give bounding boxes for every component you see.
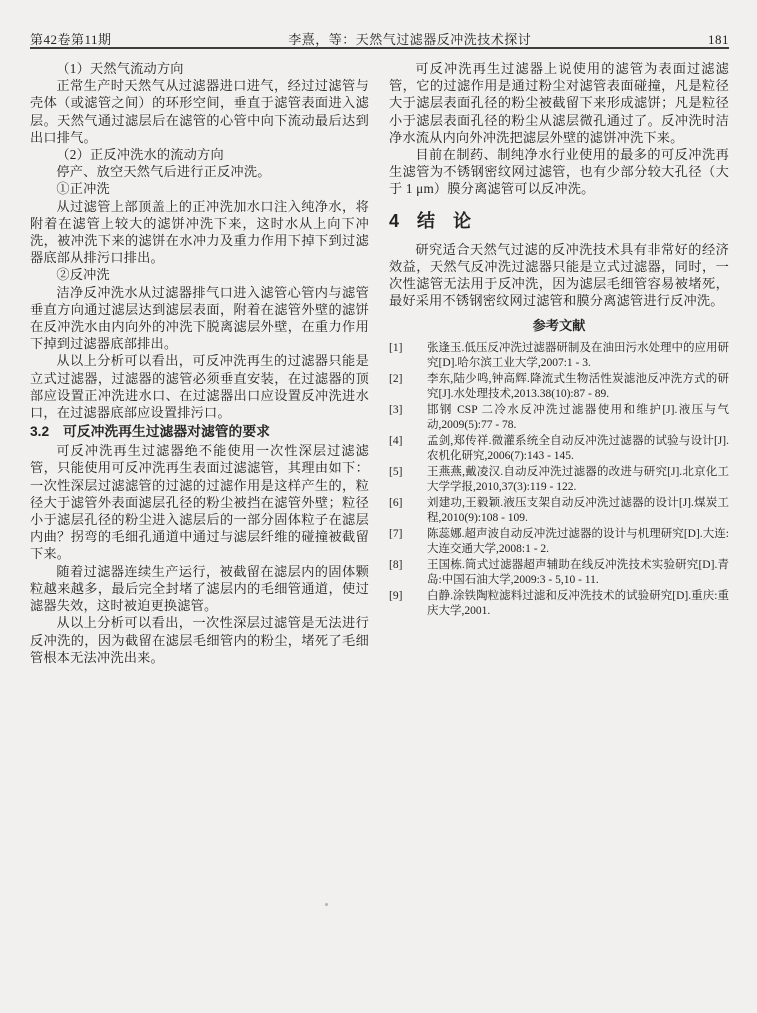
body-paragraph: （1）天然气流动方向 xyxy=(56,61,184,76)
page-header xyxy=(30,29,729,48)
body-paragraph: ②反冲洗 xyxy=(56,267,110,283)
subsection-heading: 3.2 可反冲洗再生过滤器对滤管的要求 xyxy=(30,424,270,440)
body-paragraph: 可反冲洗再生过滤器上说使用的滤管为表面过滤滤管，它的过滤作用是通过粉尘对滤管表面碰撞，凡是粒径大于滤层表面孔径的粉尘被截留下来形成滤饼；凡是粒径小于滤层表面孔径的粉尘从滤层微孔通过了。反冲洗时洁净水流从内向外冲洗把滤层外壁的滤饼冲洗下来。 xyxy=(389,61,729,145)
page-number: 181 xyxy=(708,32,729,47)
reference-text: 李东,陆少鸣,钟高辉.降流式生物活性炭滤池反冲洗方式的研究[J].水处理技术,2013.38(10):87 - 89. xyxy=(427,373,729,401)
section-heading: 4 结 论 xyxy=(389,210,472,231)
body-paragraph: 研究适合天然气过滤的反冲洗技术具有非常好的经济效益，天然气反冲洗过滤器只能是立式过滤器，同时，一次性滤管无法用于反冲洗，因为滤层毛细管容易被堵死，最好采用不锈钢密纹网过滤管和膜分离滤管进行反冲洗。 xyxy=(389,241,729,309)
running-title: 李熹，等：天然气过滤器反冲洗技术探讨 xyxy=(288,32,532,47)
reference-text: 孟剑,郑传祥.微灌系统全自动反冲洗过滤器的试验与设计[J].农机化研究,2006(7):143 - 145. xyxy=(427,435,729,463)
reference-number: [1] xyxy=(389,342,403,355)
body-paragraph: 从过滤管上部顶盖上的正冲洗加水口注入纯净水，将附着在滤管上较大的滤饼冲洗下来，这时水从上向下冲洗，被冲洗下来的滤饼在水冲力及重力作用下掉下到过滤器底部从排污口排出。 xyxy=(30,198,369,266)
reference-text: 张逢玉.低压反冲洗过滤器研制及在油田污水处理中的应用研究[D].哈尔滨工业大学,2007:1 - 3. xyxy=(427,342,729,370)
references-heading: 参考文献 xyxy=(532,318,586,334)
body-paragraph: 随着过滤器连续生产运行，被截留在滤层内的固体颗粒越来越多，最后完全封堵了滤层内的毛细管通道，使过滤器失效，这时被迫更换滤管。 xyxy=(30,563,369,614)
reference-text: 白静.涂铁陶粒滤料过滤和反冲洗技术的试验研究[D].重庆:重庆大学,2001. xyxy=(427,590,729,618)
reference-text: 邯钢 CSP 二冷水反冲洗过滤器使用和维护[J].液压与气动,2009(5):77 - 78. xyxy=(427,404,729,432)
reference-number: [9] xyxy=(389,590,403,603)
reference-number: [7] xyxy=(389,528,403,541)
reference-item xyxy=(389,341,729,371)
reference-item xyxy=(389,558,729,588)
reference-number: [4] xyxy=(389,435,403,448)
body-paragraph: 可反冲洗再生过滤器绝不能使用一次性深层过滤滤管，只能使用可反冲洗再生表面过滤滤管，其理由如下：一次性深层过滤滤管的过滤的过滤作用是这样产生的，粒径大于滤管外表面滤层孔径的粉尘被挡在滤管外壁；粒径小于滤层孔径的粉尘进入滤层后的一部分固体粒子在滤层内曲？拐弯的毛细孔通道中通过与滤层纤维的碰撞被截留下来。 xyxy=(30,443,369,562)
reference-item xyxy=(389,496,729,526)
journal-issue: 第42卷第11期 xyxy=(30,32,112,47)
body-paragraph: 正常生产时天然气从过滤器进口进气，经过过滤管与壳体（或滤管之间）的环形空间，垂直于滤管表面进入滤层。天然气通过滤层后在滤管的心管中向下流动最后达到出口排气。 xyxy=(30,78,369,145)
reference-item xyxy=(389,403,729,433)
reference-number: [2] xyxy=(389,373,403,386)
reference-text: 陈蕊娜.超声波自动反冲洗过滤器的设计与机理研究[D].大连:大连交通大学,2008:1 - 2. xyxy=(427,528,729,556)
reference-item xyxy=(389,372,729,402)
scan-speck xyxy=(325,903,328,906)
reference-item xyxy=(389,589,729,619)
reference-item xyxy=(389,434,729,464)
reference-text: 王国栋.筒式过滤器超声辅助在线反冲洗技术实验研究[D].青岛:中国石油大学,2009:3 - 5,10 - 11. xyxy=(427,559,729,587)
right-column xyxy=(389,60,729,620)
body-paragraph: ①正冲洗 xyxy=(56,181,110,197)
reference-number: [5] xyxy=(389,466,403,479)
reference-text: 王燕燕,戴凌汉.自动反冲洗过滤器的改进与研究[J].北京化工大学学报,2010,37(3):119 - 122. xyxy=(427,466,729,494)
body-paragraph: 洁净反冲洗水从过滤器排气口进入滤管心管内与滤管垂直方向通过滤层达到滤层表面，附着在滤管外壁的滤饼在反冲洗水由内向外的冲洗下脱离滤层外壁，在重力作用下掉到过滤器底部排出。 xyxy=(30,284,369,352)
reference-text: 刘建功,王毅颖.液压支架自动反冲洗过滤器的设计[J].煤炭工程,2010(9):108 - 109. xyxy=(427,497,729,525)
reference-number: [6] xyxy=(389,497,403,510)
reference-item xyxy=(389,465,729,495)
body-paragraph: 从以上分析可以看出，一次性深层过滤管是无法进行反冲洗的，因为截留在滤层毛细管内的粉尘，堵死了毛细管根本无法冲洗出来。 xyxy=(30,615,369,665)
body-paragraph: 从以上分析可以看出，可反冲洗再生的过滤器只能是立式过滤器，过滤器的滤管必须垂直安装，在过滤器的顶部应设置正冲洗进水口、在过滤器出口应设置反冲洗进水口，在过滤器底部应设置排污口。 xyxy=(30,353,369,421)
body-paragraph: （2）正反冲洗水的流动方向 xyxy=(56,147,224,163)
reference-number: [8] xyxy=(389,559,403,572)
header-divider xyxy=(30,47,729,49)
body-paragraph: 目前在制药、制纯净水行业使用的最多的可反冲洗再生滤管为不锈钢密纹网过滤管，也有少部分较大孔径（大于 1 μm）膜分离滤管可以反冲洗。 xyxy=(389,147,729,197)
reference-item xyxy=(389,527,729,557)
body-paragraph: 停产、放空天然气后进行正反冲洗。 xyxy=(56,164,271,180)
reference-number: [3] xyxy=(389,404,403,417)
left-column xyxy=(30,60,369,666)
